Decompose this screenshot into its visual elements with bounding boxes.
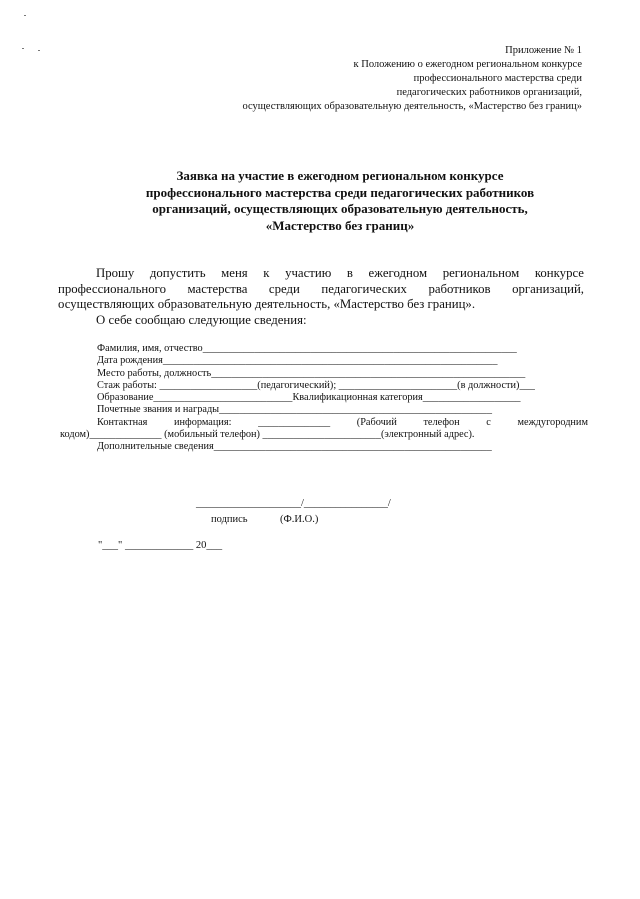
contact-word: с — [486, 416, 491, 428]
awards-field[interactable]: Почетные звания и награды_____________________________________________________ — [97, 404, 492, 416]
title-line: организаций, осуществляющих образовательную деятельность, — [152, 201, 528, 216]
contact-phone-email-field[interactable]: кодом)______________ (мобильный телефон) _______________________(электронный адрес). — [60, 429, 475, 441]
appendix-ref-line: профессионального мастерства среди — [413, 73, 582, 84]
appendix-header — [242, 44, 582, 114]
scan-speck — [22, 48, 24, 49]
work-phone-field[interactable]: ______________ — [258, 416, 331, 428]
appendix-number: Приложение № 1 — [505, 45, 582, 56]
scan-speck — [38, 50, 40, 51]
applicant-form — [60, 343, 588, 454]
experience-field[interactable]: Стаж работы: ___________________(педагогический); _______________________(в должности)___ — [97, 379, 535, 391]
signature-lines[interactable]: ____________________/________________/ — [196, 498, 391, 509]
contact-word: телефон — [423, 416, 460, 428]
contact-word: Контактная — [97, 416, 148, 428]
fio-label: (Ф.И.О.) — [280, 514, 319, 525]
request-text: Прошу допустить меня к участию в ежегодном региональном конкурсе профессионального мастерства среди педагогических работников организаций, осуществляющих образовательную деятельность, «Мастерство без границ». — [58, 266, 584, 311]
request-intro: О себе сообщаю следующие сведения: — [96, 312, 307, 327]
contact-word: междугородним — [517, 416, 588, 428]
additional-info-field[interactable]: Дополнительные сведения______________________________________________________ — [97, 441, 492, 453]
education-field[interactable]: Образование___________________________Квалификационная категория___________________ — [97, 392, 521, 404]
contact-word: (Рабочий — [356, 416, 397, 428]
appendix-ref-line: педагогических работников организаций, — [396, 87, 582, 98]
request-paragraph — [58, 266, 584, 328]
date-field[interactable]: "___" _____________ 20___ — [98, 540, 223, 551]
signature-label: подпись — [211, 514, 248, 525]
appendix-ref-line: к Положению о ежегодном региональном конкурсе — [353, 59, 582, 70]
title-line: профессионального мастерства среди педагогических работников — [145, 184, 535, 200]
workplace-field[interactable]: Место работы, должность_____________________________________________________________ — [97, 367, 526, 379]
title-line: Заявка на участие в ежегодном региональном конкурсе — [176, 168, 504, 183]
fio-field[interactable]: Фамилия, имя, отчество_____________________________________________________________ — [97, 343, 517, 354]
birth-date-field[interactable]: Дата рождения_________________________________________________________________ — [97, 355, 498, 367]
appendix-ref-line: осуществляющих образовательную деятельность, «Мастерство без границ» — [242, 101, 582, 112]
contact-info-line — [60, 417, 588, 429]
scan-speck — [24, 15, 26, 16]
title-line: «Мастерство без границ» — [265, 217, 415, 233]
document-title — [60, 168, 620, 234]
contact-word: информация: — [174, 416, 232, 428]
